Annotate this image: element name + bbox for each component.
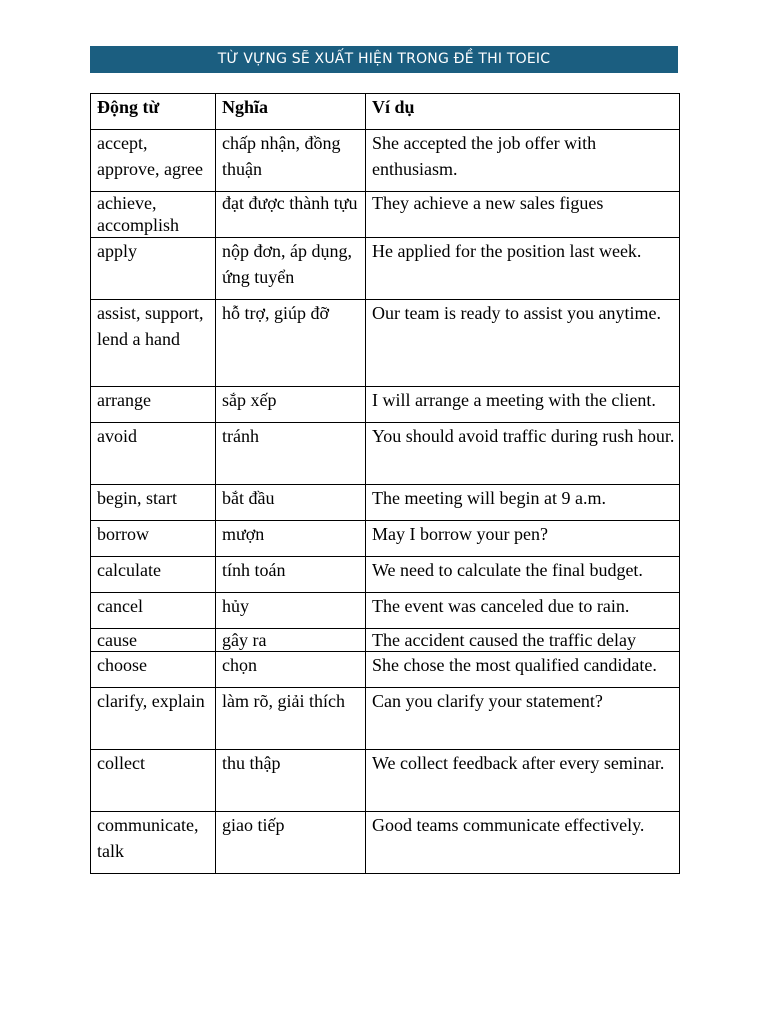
example-cell: We collect feedback after every seminar. [366, 750, 680, 812]
verb-cell: avoid [91, 423, 216, 485]
example-cell: The accident caused the traffic delay [366, 629, 680, 652]
example-cell: He applied for the position last week. [366, 238, 680, 300]
header-meaning: Nghĩa [216, 94, 366, 130]
meaning-cell: nộp đơn, áp dụng, ứng tuyển [216, 238, 366, 300]
table-row [91, 688, 680, 750]
verb-cell: achieve, accomplish [91, 192, 216, 238]
verb-cell: cause [91, 629, 216, 652]
verb-cell: clarify, explain [91, 688, 216, 750]
meaning-cell: tính toán [216, 557, 366, 593]
meaning-cell: hủy [216, 593, 366, 629]
table-row [91, 423, 680, 485]
meaning-cell: đạt được thành tựu [216, 192, 366, 238]
meaning-cell: giao tiếp [216, 812, 366, 874]
table-row [91, 387, 680, 423]
example-cell: She accepted the job offer with enthusiasm. [366, 130, 680, 192]
meaning-cell: gây ra [216, 629, 366, 652]
table-row [91, 652, 680, 688]
verb-cell: cancel [91, 593, 216, 629]
example-cell: You should avoid traffic during rush hour. [366, 423, 680, 485]
table-row [91, 557, 680, 593]
verb-cell: borrow [91, 521, 216, 557]
meaning-cell: mượn [216, 521, 366, 557]
example-cell: Can you clarify your statement? [366, 688, 680, 750]
meaning-cell: chấp nhận, đồng thuận [216, 130, 366, 192]
meaning-cell: chọn [216, 652, 366, 688]
table-row [91, 593, 680, 629]
table-row [91, 130, 680, 192]
meaning-cell: bắt đầu [216, 485, 366, 521]
verb-cell: choose [91, 652, 216, 688]
verb-cell: calculate [91, 557, 216, 593]
example-cell: We need to calculate the final budget. [366, 557, 680, 593]
example-cell: They achieve a new sales figues [366, 192, 680, 238]
verb-cell: arrange [91, 387, 216, 423]
meaning-cell: thu thập [216, 750, 366, 812]
table-row [91, 238, 680, 300]
verb-cell: communicate, talk [91, 812, 216, 874]
table-row [91, 629, 680, 652]
table-header-row [91, 94, 680, 130]
example-cell: The event was canceled due to rain. [366, 593, 680, 629]
header-example: Ví dụ [366, 94, 680, 130]
table-row [91, 521, 680, 557]
table-row [91, 750, 680, 812]
document-title-banner: TỪ VỰNG SẼ XUẤT HIỆN TRONG ĐỀ THI TOEIC [90, 46, 678, 73]
verb-cell: apply [91, 238, 216, 300]
table-row [91, 812, 680, 874]
table-row [91, 192, 680, 238]
verb-cell: begin, start [91, 485, 216, 521]
verb-cell: accept, approve, agree [91, 130, 216, 192]
meaning-cell: sắp xếp [216, 387, 366, 423]
example-cell: I will arrange a meeting with the client. [366, 387, 680, 423]
vocabulary-table [90, 93, 680, 874]
meaning-cell: hỗ trợ, giúp đỡ [216, 300, 366, 387]
example-cell: Our team is ready to assist you anytime. [366, 300, 680, 387]
example-cell: May I borrow your pen? [366, 521, 680, 557]
example-cell: Good teams communicate effectively. [366, 812, 680, 874]
meaning-cell: tránh [216, 423, 366, 485]
table-row [91, 300, 680, 387]
example-cell: She chose the most qualified candidate. [366, 652, 680, 688]
verb-cell: collect [91, 750, 216, 812]
table-row [91, 485, 680, 521]
verb-cell: assist, support, lend a hand [91, 300, 216, 387]
meaning-cell: làm rõ, giải thích [216, 688, 366, 750]
header-verb: Động từ [91, 94, 216, 130]
example-cell: The meeting will begin at 9 a.m. [366, 485, 680, 521]
